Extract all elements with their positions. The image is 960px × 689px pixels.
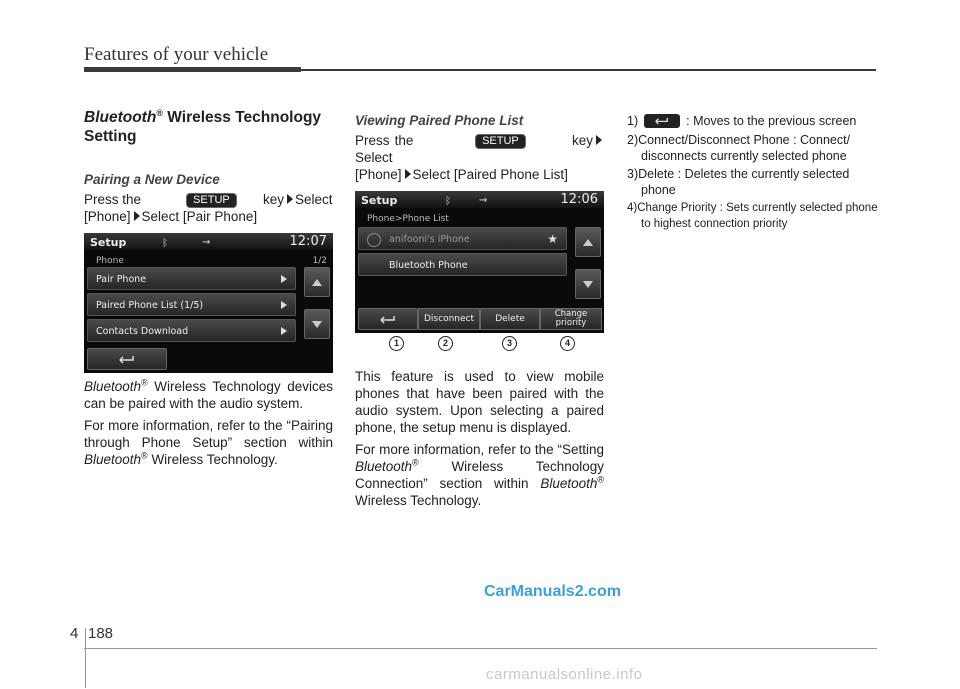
column-left: [84, 108, 333, 468]
radio-icon: [367, 233, 381, 247]
screen-title: Setup: [361, 194, 398, 207]
scroll-up-button[interactable]: [304, 267, 330, 297]
screen-breadcrumb: Phone>Phone List: [367, 214, 449, 224]
brand-name: Bluetooth: [540, 476, 598, 491]
column-middle: [355, 108, 604, 509]
setup-key: SETUP: [475, 134, 526, 149]
instr-phone: [Phone]: [355, 167, 402, 182]
change-priority-button[interactable]: [540, 308, 602, 330]
section-title-rest: Wireless Technology Setting: [84, 109, 322, 145]
instr-select: Select: [355, 150, 393, 165]
menu-item-contacts-download[interactable]: [87, 319, 296, 342]
usb-icon: ⇝: [202, 237, 211, 248]
para-text: Wireless Technology.: [147, 452, 278, 467]
button-label-line2: priority: [555, 318, 587, 328]
screen-clock: 12:06: [560, 192, 598, 207]
play-arrow-icon: [281, 301, 287, 309]
instruction-pairing: [84, 191, 333, 225]
item-label: Bluetooth Phone: [389, 260, 468, 271]
screen-subtitle: Phone: [96, 256, 124, 266]
para-text: Wireless Technology Connection” section within: [355, 459, 604, 491]
footer-rule: [84, 648, 877, 649]
instr-press: Press the: [84, 192, 142, 207]
page-number: 188: [88, 625, 114, 642]
legend-num: 1): [627, 114, 639, 128]
screen-title: Setup: [90, 236, 127, 249]
header-bar-line: [301, 69, 876, 71]
scroll-down-button[interactable]: [575, 269, 601, 299]
instr-key: key: [263, 192, 285, 207]
triangle-up-icon: [583, 239, 593, 246]
instr-phone: [Phone]: [84, 209, 131, 224]
header-title: Features of your vehicle: [84, 44, 269, 65]
header-bar-dark: [84, 67, 301, 72]
legend-item-4: [627, 200, 879, 232]
back-key-icon: [644, 114, 680, 128]
screen-page-indicator: 1/2: [312, 256, 327, 266]
item-label: anifooni's iPhone: [389, 234, 470, 245]
registered-mark: ®: [141, 377, 148, 388]
triangle-down-icon: [583, 281, 593, 288]
instr-key: key: [571, 133, 593, 148]
chapter-number: 4: [70, 625, 79, 642]
para-text: For more information, refer to the “Setting: [355, 442, 604, 457]
registered-mark: ®: [412, 457, 419, 468]
menu-item-paired-phone-list[interactable]: [87, 293, 296, 316]
para-pairing-intro: [84, 378, 333, 412]
play-arrow-icon: [281, 275, 287, 283]
legend-num: 2): [627, 133, 639, 147]
button-label-line1: Change: [554, 309, 588, 319]
back-arrow-icon: [379, 314, 397, 324]
menu-item-pair-phone[interactable]: [87, 267, 296, 290]
triangle-down-icon: [312, 321, 322, 328]
brand-name: Bluetooth: [84, 452, 142, 467]
arrow-right-icon: [405, 169, 411, 179]
arrow-right-icon: [596, 135, 602, 145]
brand-name: Bluetooth: [84, 379, 142, 394]
disconnect-button[interactable]: Disconnect: [418, 308, 480, 330]
setup-screen-phone-list: [355, 191, 604, 333]
instruction-viewing: [355, 132, 604, 183]
back-button[interactable]: [358, 308, 418, 330]
item-label: Paired Phone List (1/5): [96, 300, 204, 311]
legend-item-1: [627, 113, 879, 129]
para-pairing-more: [84, 417, 333, 468]
para-text: For more information, refer to the “Pairing through Phone Setup” section within: [84, 418, 333, 450]
registered-mark: ®: [141, 450, 148, 461]
legend-item-3: [627, 166, 879, 198]
watermark-bottom: carmanualsonline.info: [486, 666, 643, 683]
instr-select-pair: Select [Pair Phone]: [141, 209, 258, 224]
watermark-top[interactable]: CarManuals2.com: [484, 583, 621, 600]
back-button[interactable]: [87, 348, 167, 370]
registered-mark: ®: [156, 107, 163, 118]
bluetooth-icon: ᛒ: [445, 196, 451, 207]
legend-item-2: [627, 132, 879, 164]
legend-text: : Moves to the previous screen: [686, 114, 857, 128]
callout-4: 4: [560, 336, 575, 351]
back-arrow-icon: [118, 354, 136, 364]
instr-press: Press the: [355, 133, 414, 148]
instr-select: Select: [295, 192, 333, 207]
para-text: Wireless Technology.: [355, 493, 482, 508]
para-viewing-intro: This feature is used to view mobile phones that have been paired with the audio system. Upon selecting a paired phone, the setup menu is displayed.: [355, 369, 604, 435]
callout-2: 2: [438, 336, 453, 351]
item-label: Contacts Download: [96, 326, 189, 337]
screen-header: [84, 233, 333, 250]
instr-select-list: Select [Paired Phone List]: [412, 167, 568, 182]
registered-mark: ®: [597, 474, 604, 485]
section-title: [84, 108, 333, 146]
scroll-down-button[interactable]: [304, 309, 330, 339]
legend-text: Delete : Deletes the currently selected phone: [638, 167, 850, 197]
play-arrow-icon: [281, 327, 287, 335]
callout-3: 3: [502, 336, 517, 351]
arrow-right-icon: [134, 211, 140, 221]
item-label: Pair Phone: [96, 274, 147, 285]
legend-text: Change Priority : Sets currently selected phone to highest connection priority: [637, 202, 878, 230]
star-icon: ★: [547, 232, 558, 246]
setup-key: SETUP: [186, 193, 237, 208]
delete-button[interactable]: Delete: [480, 308, 540, 330]
legend-num: 3): [627, 167, 639, 181]
legend-text: Connect/Disconnect Phone : Connect/ disconnects currently selected phone: [638, 133, 851, 163]
screen-clock: 12:07: [289, 234, 327, 249]
list-item-anifooni-iphone[interactable]: [358, 227, 567, 250]
column-right: [627, 108, 879, 232]
callout-1: 1: [389, 336, 404, 351]
legend-num: 4): [627, 202, 638, 214]
list-item-bluetooth-phone[interactable]: [358, 253, 567, 276]
brand-name: Bluetooth: [84, 109, 157, 126]
footer-divider: [85, 628, 86, 688]
para-text: Wireless Technology devices can be paired with the audio system.: [84, 379, 333, 411]
triangle-up-icon: [312, 279, 322, 286]
para-viewing-more: [355, 441, 604, 509]
setup-screen-phone: [84, 233, 333, 373]
subheading-pairing: Pairing a New Device: [84, 172, 220, 187]
bluetooth-icon: ᛒ: [162, 238, 168, 249]
subheading-viewing: Viewing Paired Phone List: [355, 113, 524, 128]
scroll-up-button[interactable]: [575, 227, 601, 257]
screen-header: [355, 191, 604, 208]
arrow-right-icon: [287, 194, 293, 204]
usb-icon: ⇝: [479, 195, 488, 206]
brand-name: Bluetooth: [355, 459, 413, 474]
callout-markers: [355, 336, 604, 350]
